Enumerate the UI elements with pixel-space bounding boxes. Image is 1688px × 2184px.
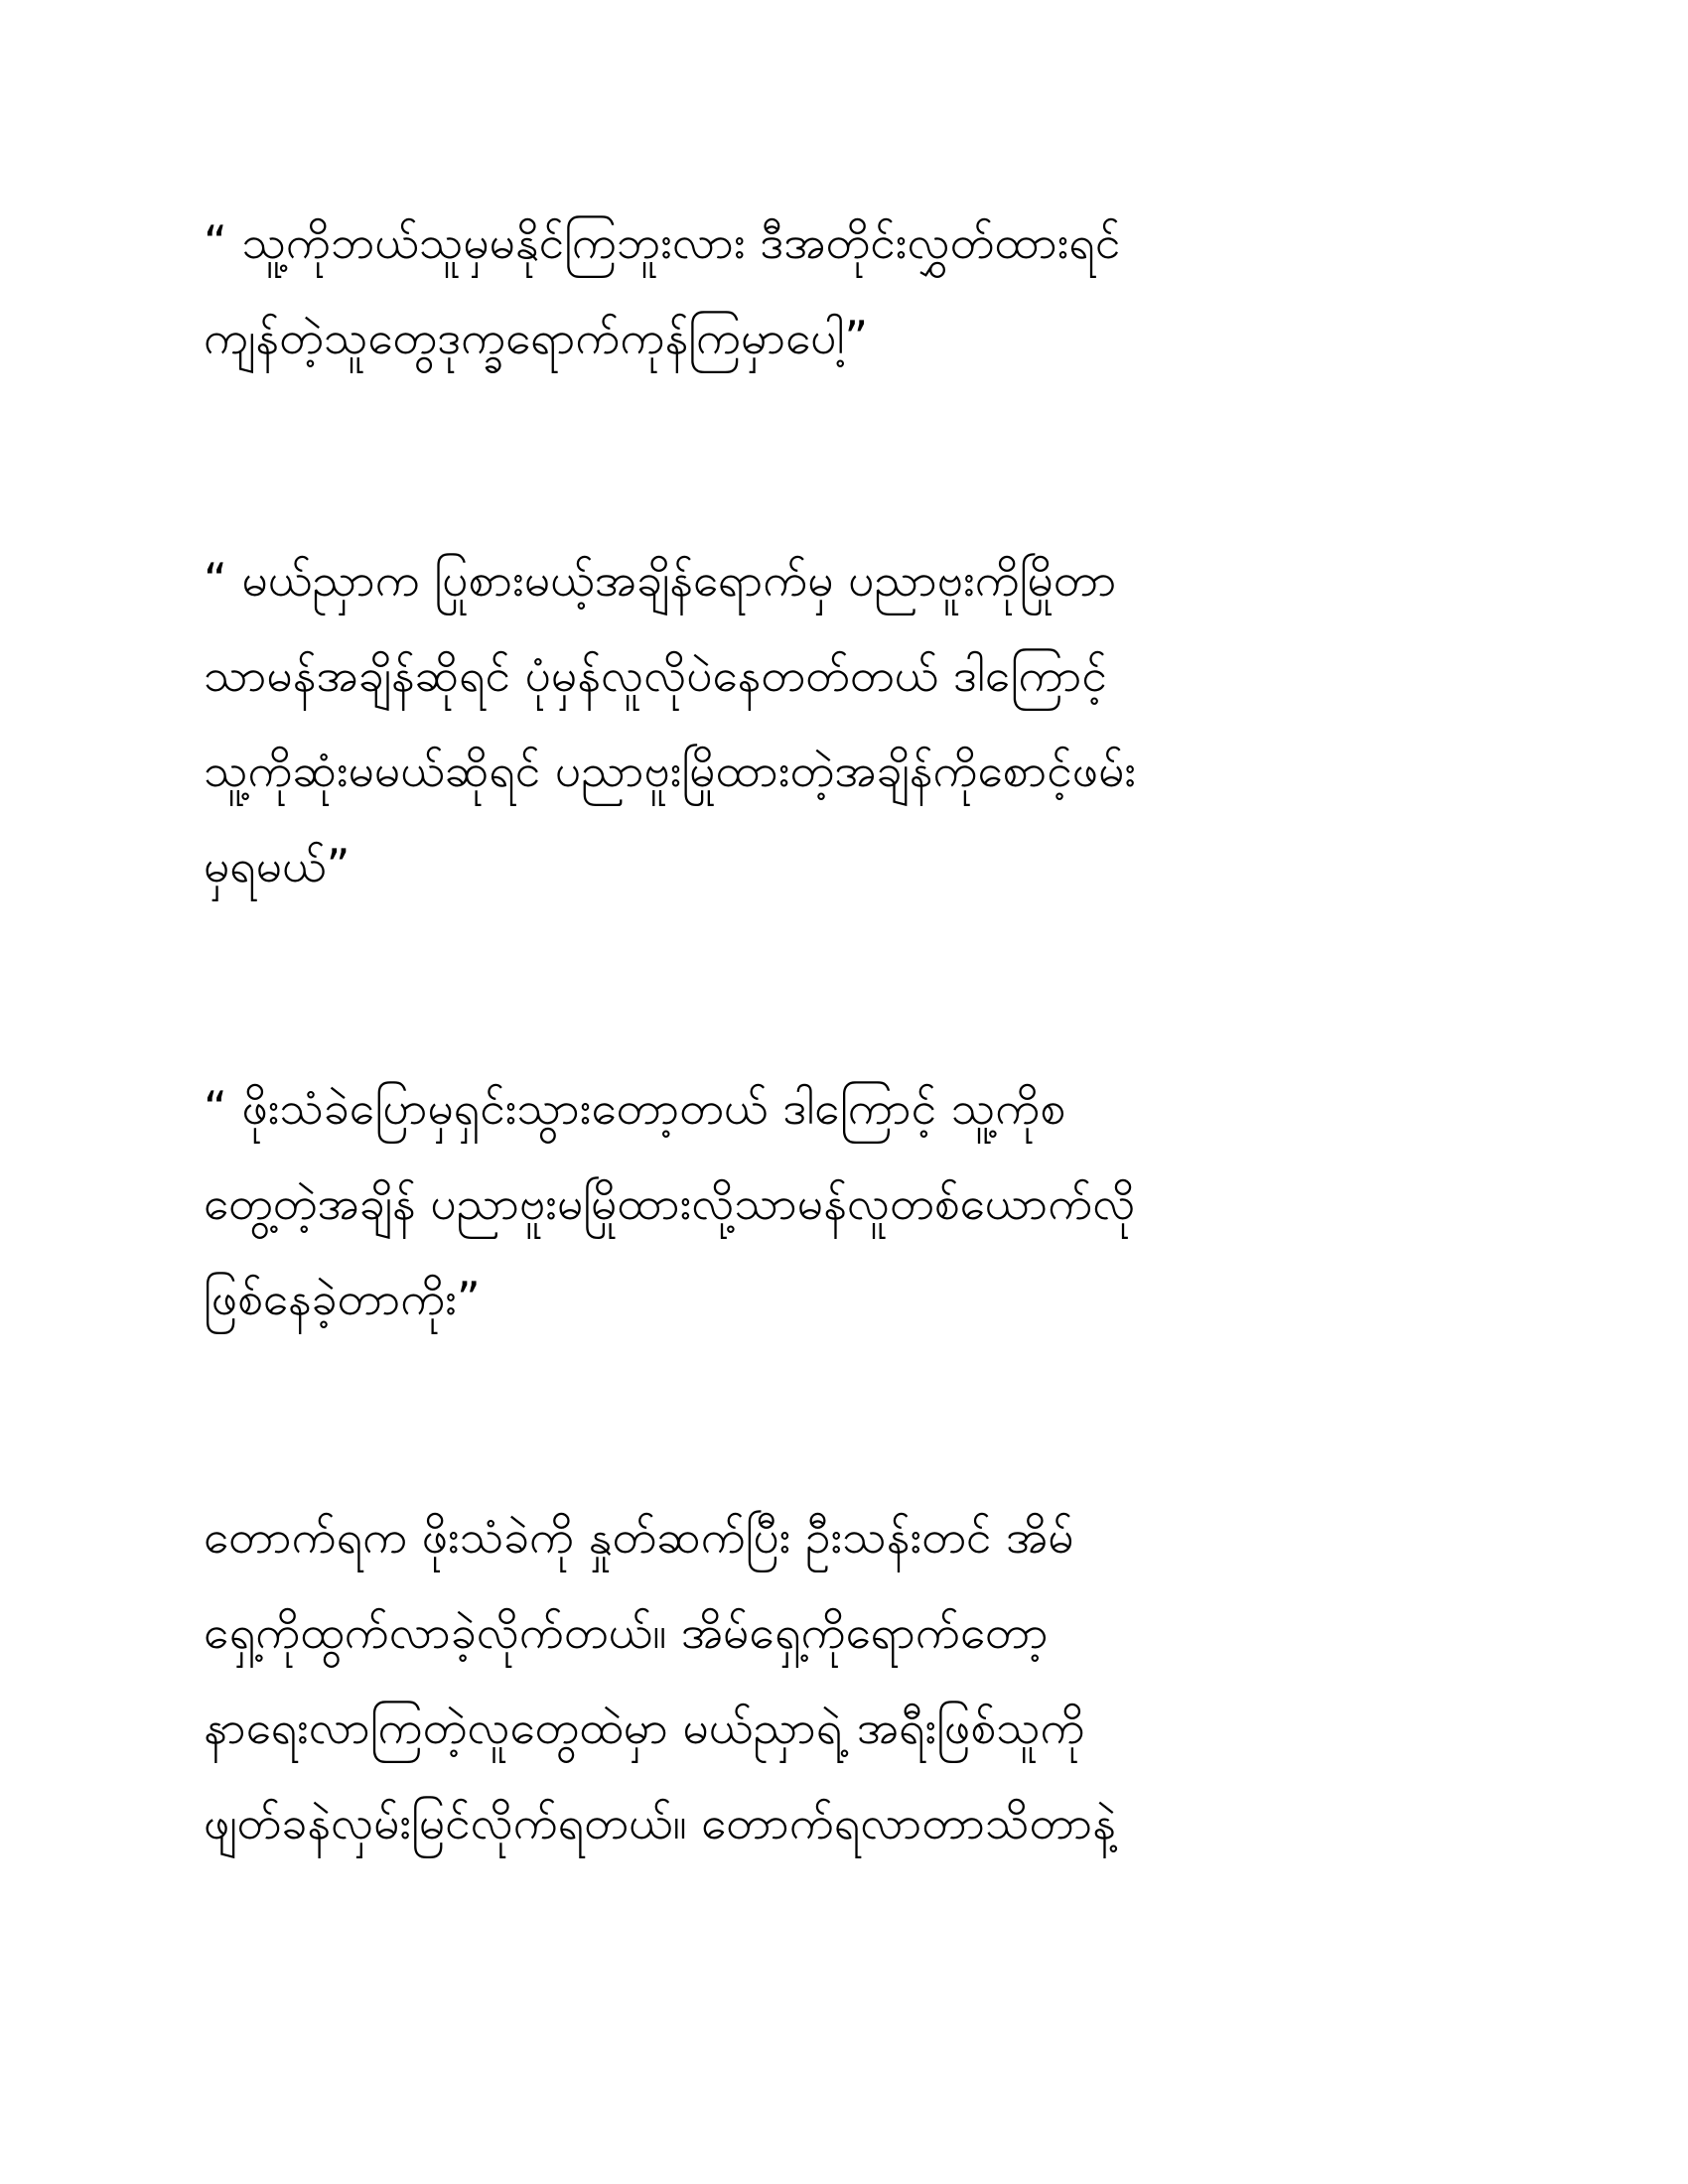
paragraph-1 [204,195,1494,385]
paragraph-line: ဖြစ်နေခဲ့တာကိုး” [204,1272,481,1325]
paragraph-line: “ ဖိုးသံခဲပြောမှရှင်းသွားတော့တယ် ဒါကြောင့် သူ့ကိုစ [204,1081,1066,1135]
paragraph-line: “ သူ့ကိုဘယ်သူမှမနိုင်ကြဘူးလား ဒီအတိုင်းလွှတ်ထားရင် [204,215,1121,269]
paragraph-line: တောက်ရက ဖိုးသံခဲကို နှုတ်ဆက်ပြီး ဦးသန်းတင် အိမ် [204,1510,1074,1564]
paragraph-line: နာရေးလာကြတဲ့လူတွေထဲမှာ မယ်ညှာရဲ့ အရီးဖြစ်သူကို [204,1701,1085,1754]
paragraph-3 [204,1060,1494,1346]
paragraph-line: ဖျတ်ခနဲလှမ်းမြင်လိုက်ရတယ်။ တောက်ရလာတာသိတာနဲ့ [204,1796,1116,1849]
paragraph-line: သူ့ကိုဆုံးမမယ်ဆိုရင် ပညာဗူးမြိုထားတဲ့အချိန်ကိုစောင့်ဖမ်း [204,744,1137,797]
paragraph-line: “ မယ်ညှာက ပြုစားမယ့်အချိန်ရောက်မှ ပညာဗူးကိုမြိုတာ [204,553,1117,607]
paragraph-4 [204,1489,1494,1870]
paragraph-line: တွေ့တဲ့အချိန် ပညာဗူးမမြိုထားလို့သာမန်လူတစ်ယောက်လို [204,1176,1136,1230]
paragraph-line: မှရမယ်” [204,839,351,892]
paragraph-line: သာမန်အချိန်ဆိုရင် ပုံမှန်လူလိုပဲနေတတ်တယ် ဒါကြောင့် [204,648,1107,702]
paragraph-line: ရှေ့ကိုထွက်လာခဲ့လိုက်တယ်။ အိမ်ရှေ့ကိုရောက်တော့ [204,1605,1049,1659]
paragraph-2 [204,532,1494,913]
paragraph-line: ကျန်တဲ့သူတွေဒုက္ခရောက်ကုန်ကြမှာပေါ့” [204,311,869,364]
